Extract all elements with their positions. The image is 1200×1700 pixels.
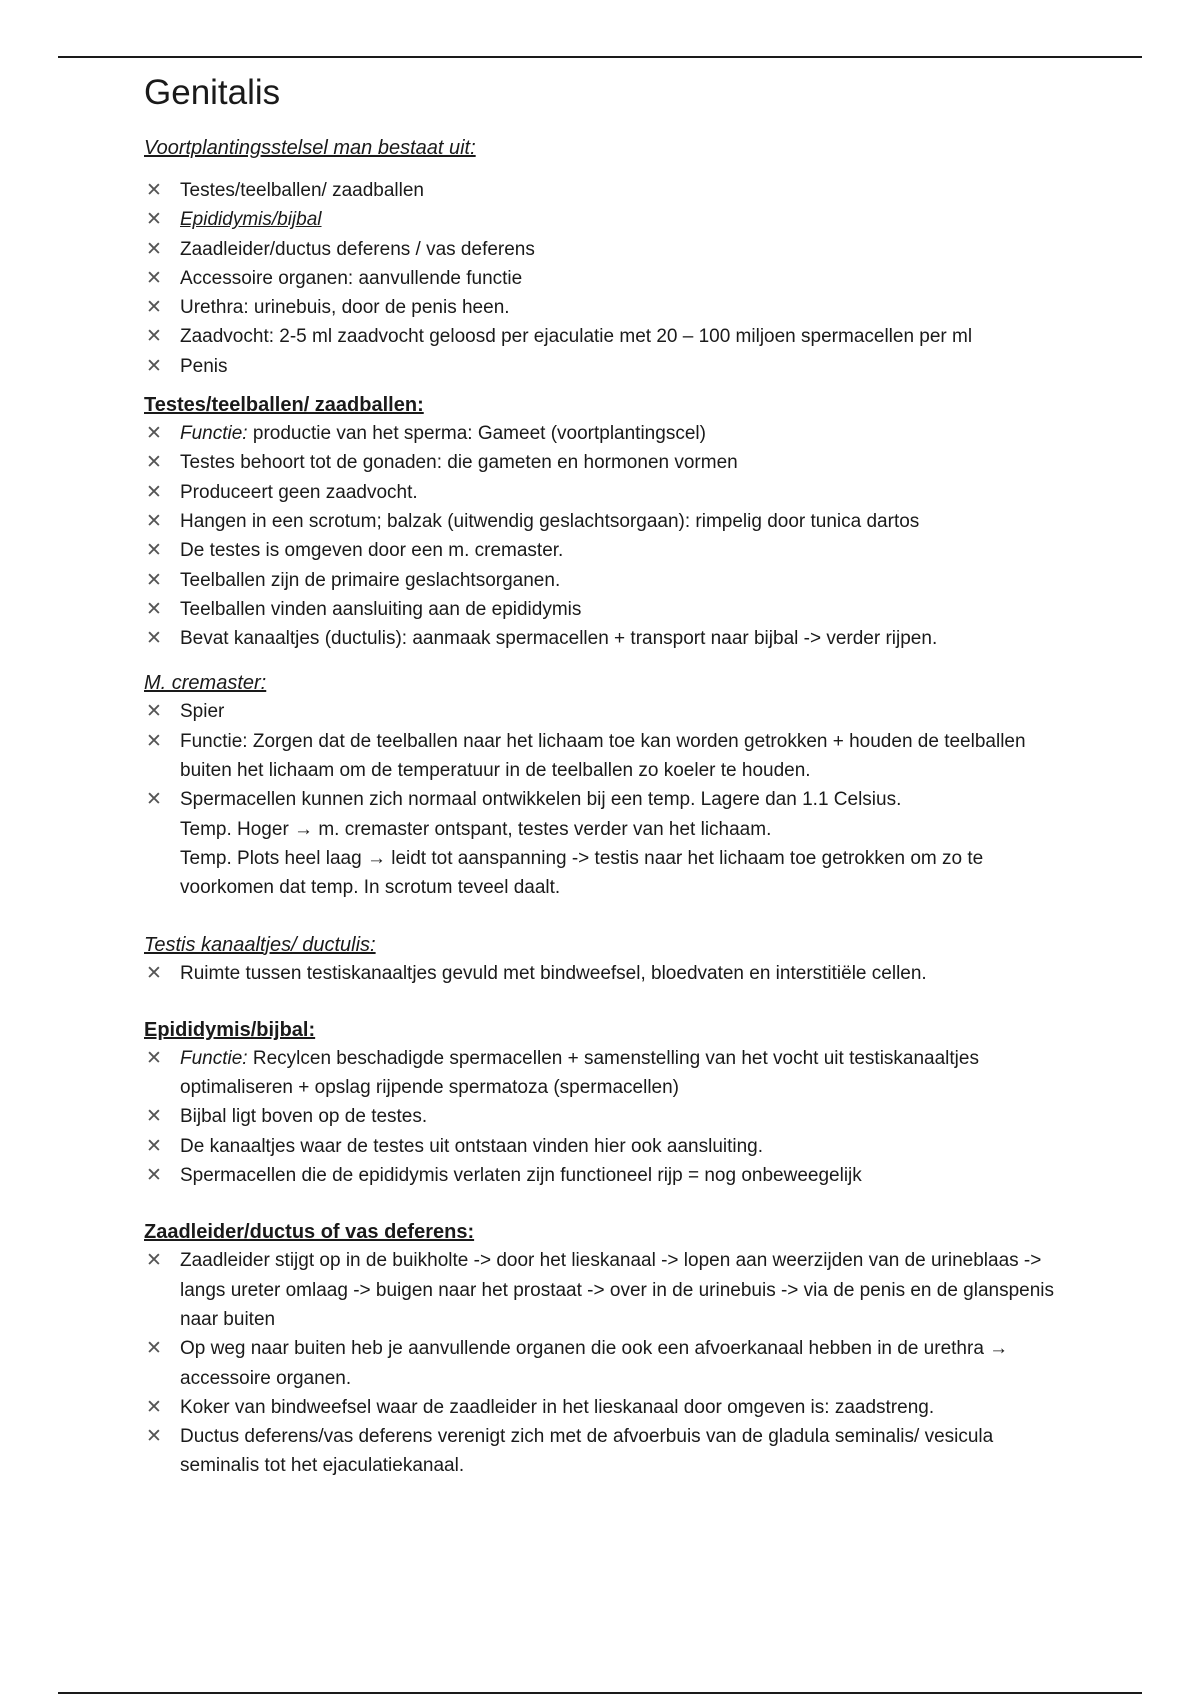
list-item: ✕ Penis	[144, 352, 1064, 381]
list-item: ✕ Zaadvocht: 2-5 ml zaadvocht geloosd per ejaculatie met 20 – 100 miljoen spermacellen per ml	[144, 322, 1064, 351]
list-item: ✕ Op weg naar buiten heb je aanvullende organen die ook een afvoerkanaal hebben in de urethra → accessoire organen.	[144, 1334, 1064, 1393]
list-item: ✕ Bijbal ligt boven op de testes.	[144, 1102, 1064, 1131]
cross-bullet-icon: ✕	[146, 510, 162, 532]
cross-bullet-icon: ✕	[146, 1250, 162, 1272]
list-item: ✕ De kanaaltjes waar de testes uit ontstaan vinden hier ook aansluiting.	[144, 1132, 1064, 1161]
list-vas-deferens	[144, 1246, 1064, 1480]
list-item: ✕ Functie: Zorgen dat de teelballen naar het lichaam toe kan worden getrokken + houden de teelballen buiten het lichaam om de temperatuur in de teelballen zo koeler te houden.	[144, 727, 1064, 786]
cross-bullet-icon: ✕	[146, 1338, 162, 1360]
list-testis-ducts	[144, 959, 1064, 988]
list-item: ✕ Ruimte tussen testiskanaaltjes gevuld met bindweefsel, bloedvaten en interstitiële cellen.	[144, 959, 1064, 988]
cross-bullet-icon: ✕	[146, 355, 162, 377]
cross-bullet-icon: ✕	[146, 481, 162, 503]
cross-bullet-icon: ✕	[146, 326, 162, 348]
list-item: ✕ Testes behoort tot de gonaden: die gameten en hormonen vormen	[144, 448, 1064, 477]
page-title: Genitalis	[144, 73, 281, 112]
list-item: ✕ Functie: productie van het sperma: Gameet (voortplantingscel)	[144, 419, 1064, 448]
cross-bullet-icon: ✕	[146, 569, 162, 591]
cross-bullet-icon: ✕	[146, 297, 162, 319]
section-heading: Testes/teelballen/ zaadballen:	[144, 394, 424, 417]
cross-bullet-icon: ✕	[146, 701, 162, 723]
cross-bullet-icon: ✕	[146, 1135, 162, 1157]
cross-bullet-icon: ✕	[146, 1426, 162, 1448]
cross-bullet-icon: ✕	[146, 1047, 162, 1069]
list-testes	[144, 419, 1064, 653]
cross-bullet-icon: ✕	[146, 180, 162, 201]
list-item: ✕ Zaadleider/ductus deferens / vas deferens	[144, 235, 1064, 264]
top-rule	[58, 56, 1142, 58]
list-item: ✕ Accessoire organen: aanvullende functie	[144, 264, 1064, 293]
list-item: ✕ Teelballen zijn de primaire geslachtsorganen.	[144, 566, 1064, 595]
section-heading: Voortplantingsstelsel man bestaat uit:	[144, 137, 476, 159]
list-item: ✕ Urethra: urinebuis, door de penis heen.	[144, 293, 1064, 322]
cross-bullet-icon: ✕	[146, 540, 162, 562]
list-epididymis	[144, 1044, 1064, 1190]
list-item: ✕ Ductus deferens/vas deferens verenigt zich met de afvoerbuis van de gladula seminalis/ vesicula seminalis tot het ejaculatiekanaal.	[144, 1422, 1064, 1481]
cross-bullet-icon: ✕	[146, 238, 162, 260]
list-item: ✕ Koker van bindweefsel waar de zaadleider in het lieskanaal door omgeven is: zaadstreng.	[144, 1393, 1064, 1422]
section-heading: M. cremaster:	[144, 672, 267, 695]
list-item: ✕ De testes is omgeven door een m. cremaster.	[144, 536, 1064, 565]
list-item: ✕ Spermacellen kunnen zich normaal ontwikkelen bij een temp. Lagere dan 1.1 Celsius. Temp. Hoger → m. cremaster ontspant, testes verder van het lichaam. Temp. Plots heel laag → leidt tot aanspanning -> testis naar het lichaam toe getrokken om zo te voorkomen dat temp. In scrotum teveel daalt.	[144, 785, 1064, 902]
cross-bullet-icon: ✕	[146, 789, 162, 811]
cross-bullet-icon: ✕	[146, 598, 162, 620]
section-heading: Testis kanaaltjes/ ductulis:	[144, 933, 376, 956]
section-heading: Epididymis/bijbal:	[144, 1018, 316, 1041]
cross-bullet-icon: ✕	[146, 1165, 162, 1187]
list-cremaster	[144, 697, 1064, 902]
document-body	[144, 66, 1064, 1481]
list-item: ✕ Hangen in een scrotum; balzak (uitwendig geslachtsorgaan): rimpelig door tunica dartos	[144, 507, 1064, 536]
list-item: ✕ Bevat kanaaltjes (ductulis): aanmaak spermacellen + transport naar bijbal -> verder rijpen.	[144, 624, 1064, 653]
cross-bullet-icon: ✕	[146, 209, 162, 231]
list-item: ✕ Teelballen vinden aansluiting aan de epididymis	[144, 595, 1064, 624]
list-item: ✕ Spier	[144, 697, 1064, 726]
list-item: ✕ Functie: Recylcen beschadigde spermacellen + samenstelling van het vocht uit testiskanaaltjes optimaliseren + opslag rijpende spermatoza (spermacellen)	[144, 1044, 1064, 1103]
list-item: ✕ Spermacellen die de epididymis verlaten zijn functioneel rijp = nog onbeweegelijk	[144, 1161, 1064, 1190]
list-item: ✕ Testes/teelballen/ zaadballen	[144, 176, 1064, 205]
section-heading: Zaadleider/ductus of vas deferens:	[144, 1221, 475, 1244]
cross-bullet-icon: ✕	[146, 1106, 162, 1128]
cross-bullet-icon: ✕	[146, 962, 162, 984]
list-reproductive-system	[144, 176, 1064, 381]
cross-bullet-icon: ✕	[146, 730, 162, 752]
cross-bullet-icon: ✕	[146, 267, 162, 289]
list-item: ✕ Epididymis/bijbal	[144, 205, 1064, 234]
cross-bullet-icon: ✕	[146, 1396, 162, 1418]
list-item: ✕ Zaadleider stijgt op in de buikholte -> door het lieskanaal -> lopen aan weerzijden van de urineblaas -> langs ureter omlaag -> buigen naar het prostaat -> over in de urinebuis -> via de penis en de glanspenis naar buiten	[144, 1246, 1064, 1334]
list-item: ✕ Produceert geen zaadvocht.	[144, 478, 1064, 507]
cross-bullet-icon: ✕	[146, 628, 162, 650]
section-reproductive-system	[144, 134, 1064, 162]
cross-bullet-icon: ✕	[146, 452, 162, 474]
cross-bullet-icon: ✕	[146, 423, 162, 445]
bottom-rule	[58, 1692, 1142, 1694]
